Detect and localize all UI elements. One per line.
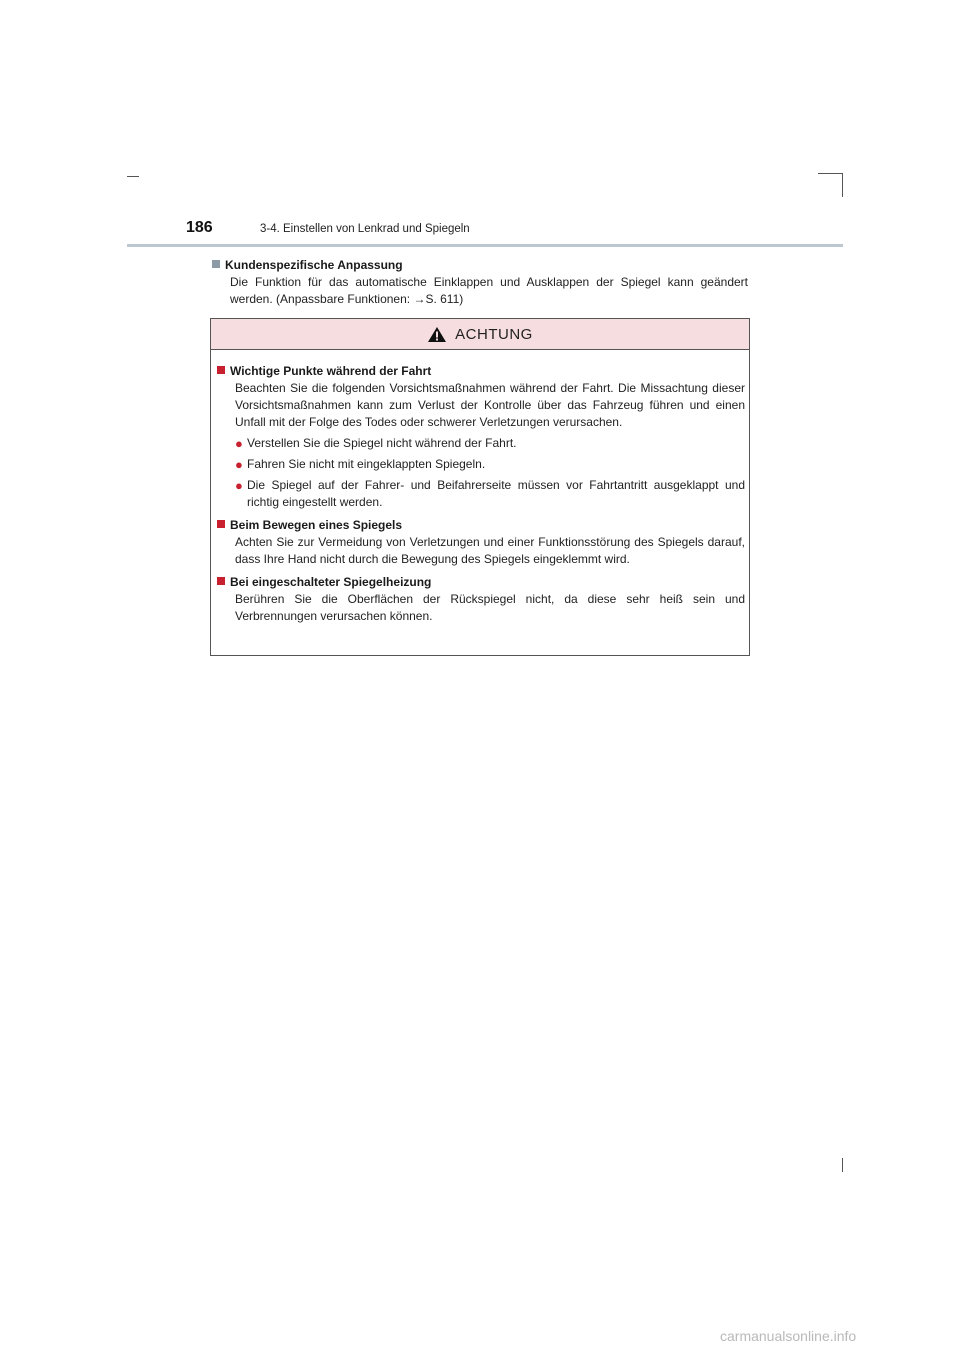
caution-body <box>217 362 745 630</box>
customization-heading-text: Kundenspezifische Anpassung <box>225 258 403 272</box>
caution-label: ACHTUNG <box>455 325 533 343</box>
caution-heading-text: Bei eingeschalteter Spiegelheizung <box>230 575 432 589</box>
caution-section-heading <box>217 362 745 380</box>
caution-section-text: Berühren Sie die Oberflächen der Rückspiegel nicht, da diese sehr heiß sein und Verbrennungen verursachen können. <box>235 592 745 623</box>
crop-mark-top-left <box>127 176 139 177</box>
dot-bullet-icon: ● <box>235 457 243 472</box>
customization-section <box>212 256 748 308</box>
square-bullet-icon <box>217 366 225 374</box>
caution-bullet <box>235 456 745 473</box>
caution-box <box>210 318 750 656</box>
caution-section-heading <box>217 573 745 591</box>
crop-mark-top-right-h <box>818 173 842 174</box>
caution-heading-text: Wichtige Punkte während der Fahrt <box>230 364 432 378</box>
caution-section <box>217 573 745 625</box>
section-title: 3-4. Einstellen von Lenkrad und Spiegeln <box>260 223 470 235</box>
square-bullet-icon <box>212 260 220 268</box>
warning-triangle-icon <box>427 326 447 343</box>
caution-section-text: Achten Sie zur Vermeidung von Verletzungen und einer Funktionsstörung des Spiegels darauf, dass Ihre Hand nicht durch die Bewegung des Spiegels eingeklemmt wird. <box>235 535 745 566</box>
dot-bullet-icon: ● <box>235 478 243 493</box>
caution-header <box>211 319 749 350</box>
square-bullet-icon <box>217 577 225 585</box>
caution-heading-text: Beim Bewegen eines Spiegels <box>230 518 403 532</box>
crop-mark-top-right-v <box>842 173 843 197</box>
dot-bullet-icon: ● <box>235 436 243 451</box>
caution-bullet <box>235 435 745 452</box>
caution-section-text: Beachten Sie die folgenden Vorsichtsmaßnahmen während der Fahrt. Die Missachtung dieser Vorsichtsmaßnahmen kann zum Verlust der Kontrolle über das Fahrzeug führen und einen Unfall mit der Folge des Todes oder schwerer Verletzungen verursachen. <box>235 381 745 429</box>
caution-section <box>217 362 745 511</box>
crop-mark-bottom-right-v <box>842 1158 843 1172</box>
caution-bullet-text: Fahren Sie nicht mit eingeklappten Spiegeln. <box>247 457 486 471</box>
customization-heading <box>212 256 748 274</box>
square-bullet-icon <box>217 520 225 528</box>
caution-section <box>217 516 745 568</box>
caution-section-heading <box>217 516 745 534</box>
page-number: 186 <box>186 219 213 236</box>
header-rule <box>127 244 843 247</box>
watermark[interactable]: carmanualsonline.info <box>720 1328 857 1344</box>
caution-bullet <box>235 477 745 511</box>
caution-bullet-text: Die Spiegel auf der Fahrer- und Beifahrerseite müssen vor Fahrtantritt ausgeklappt und richtig eingestellt werden. <box>247 478 745 509</box>
caution-bullet-text: Verstellen Sie die Spiegel nicht während der Fahrt. <box>247 436 517 450</box>
customization-text: Die Funktion für das automatische Einklappen und Ausklappen der Spiegel kann geändert werden. (Anpassbare Funktionen: →S. 611) <box>230 275 748 306</box>
